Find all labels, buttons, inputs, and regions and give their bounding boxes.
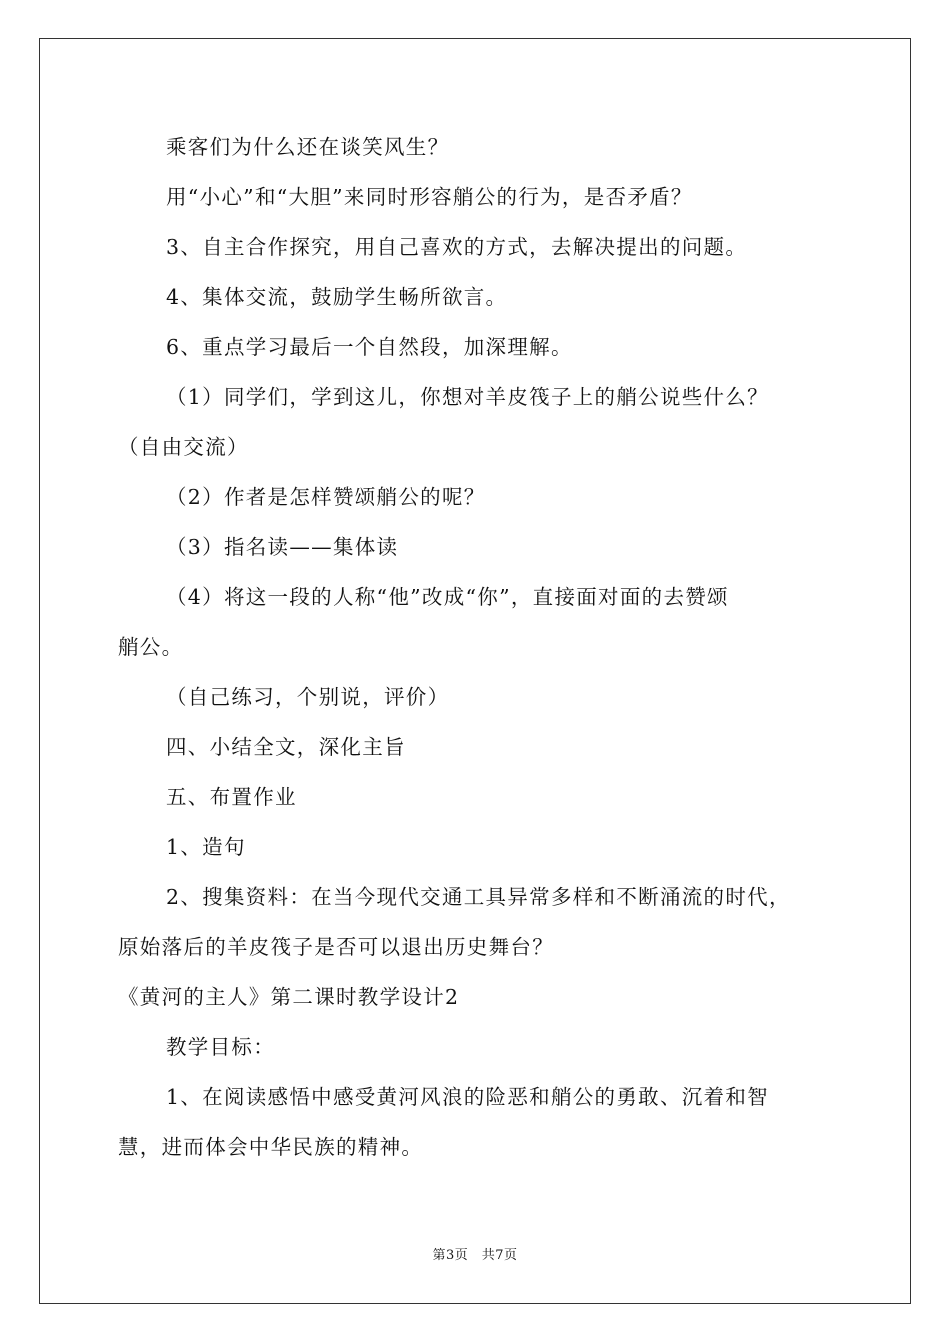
text-line: （自由交流） bbox=[118, 435, 249, 459]
page-border bbox=[39, 38, 911, 1304]
text-line: 1、造句 bbox=[166, 835, 246, 859]
text-line: 五、布置作业 bbox=[166, 785, 297, 809]
text-line: （2）作者是怎样赞颂艄公的呢？ bbox=[166, 485, 486, 509]
text-line: 艄公。 bbox=[118, 635, 184, 659]
page-footer: 第3页 共7页 bbox=[432, 1248, 518, 1263]
text-line: 原始落后的羊皮筏子是否可以退出历史舞台？ bbox=[118, 935, 554, 959]
text-line: 6、重点学习最后一个自然段，加深理解。 bbox=[166, 335, 573, 359]
text-line: 慧，进而体会中华民族的精神。 bbox=[118, 1135, 424, 1159]
text-line: 用“小心”和“大胆”来同时形容艄公的行为，是否矛盾？ bbox=[166, 185, 693, 209]
text-line: （4）将这一段的人称“他”改成“你”，直接面对面的去赞颂 bbox=[166, 585, 729, 609]
text-line: 教学目标： bbox=[166, 1035, 275, 1059]
section-title: 《黄河的主人》第二课时教学设计2 bbox=[118, 985, 460, 1009]
text-line: （1）同学们，学到这儿，你想对羊皮筏子上的艄公说些什么？ bbox=[166, 385, 769, 409]
text-line: 1、在阅读感悟中感受黄河风浪的险恶和艄公的勇敢、沉着和智 bbox=[166, 1085, 769, 1109]
text-line: （自己练习，个别说，评价） bbox=[166, 685, 450, 709]
text-line: 乘客们为什么还在谈笑风生？ bbox=[166, 135, 450, 159]
text-line: （3）指名读——集体读 bbox=[166, 535, 399, 559]
text-line: 2、搜集资料：在当今现代交通工具异常多样和不断涌流的时代， bbox=[166, 885, 791, 909]
text-line: 4、集体交流，鼓励学生畅所欲言。 bbox=[166, 285, 508, 309]
text-line: 四、小结全文，深化主旨 bbox=[166, 735, 406, 759]
text-line: 3、自主合作探究，用自己喜欢的方式，去解决提出的问题。 bbox=[166, 235, 748, 259]
